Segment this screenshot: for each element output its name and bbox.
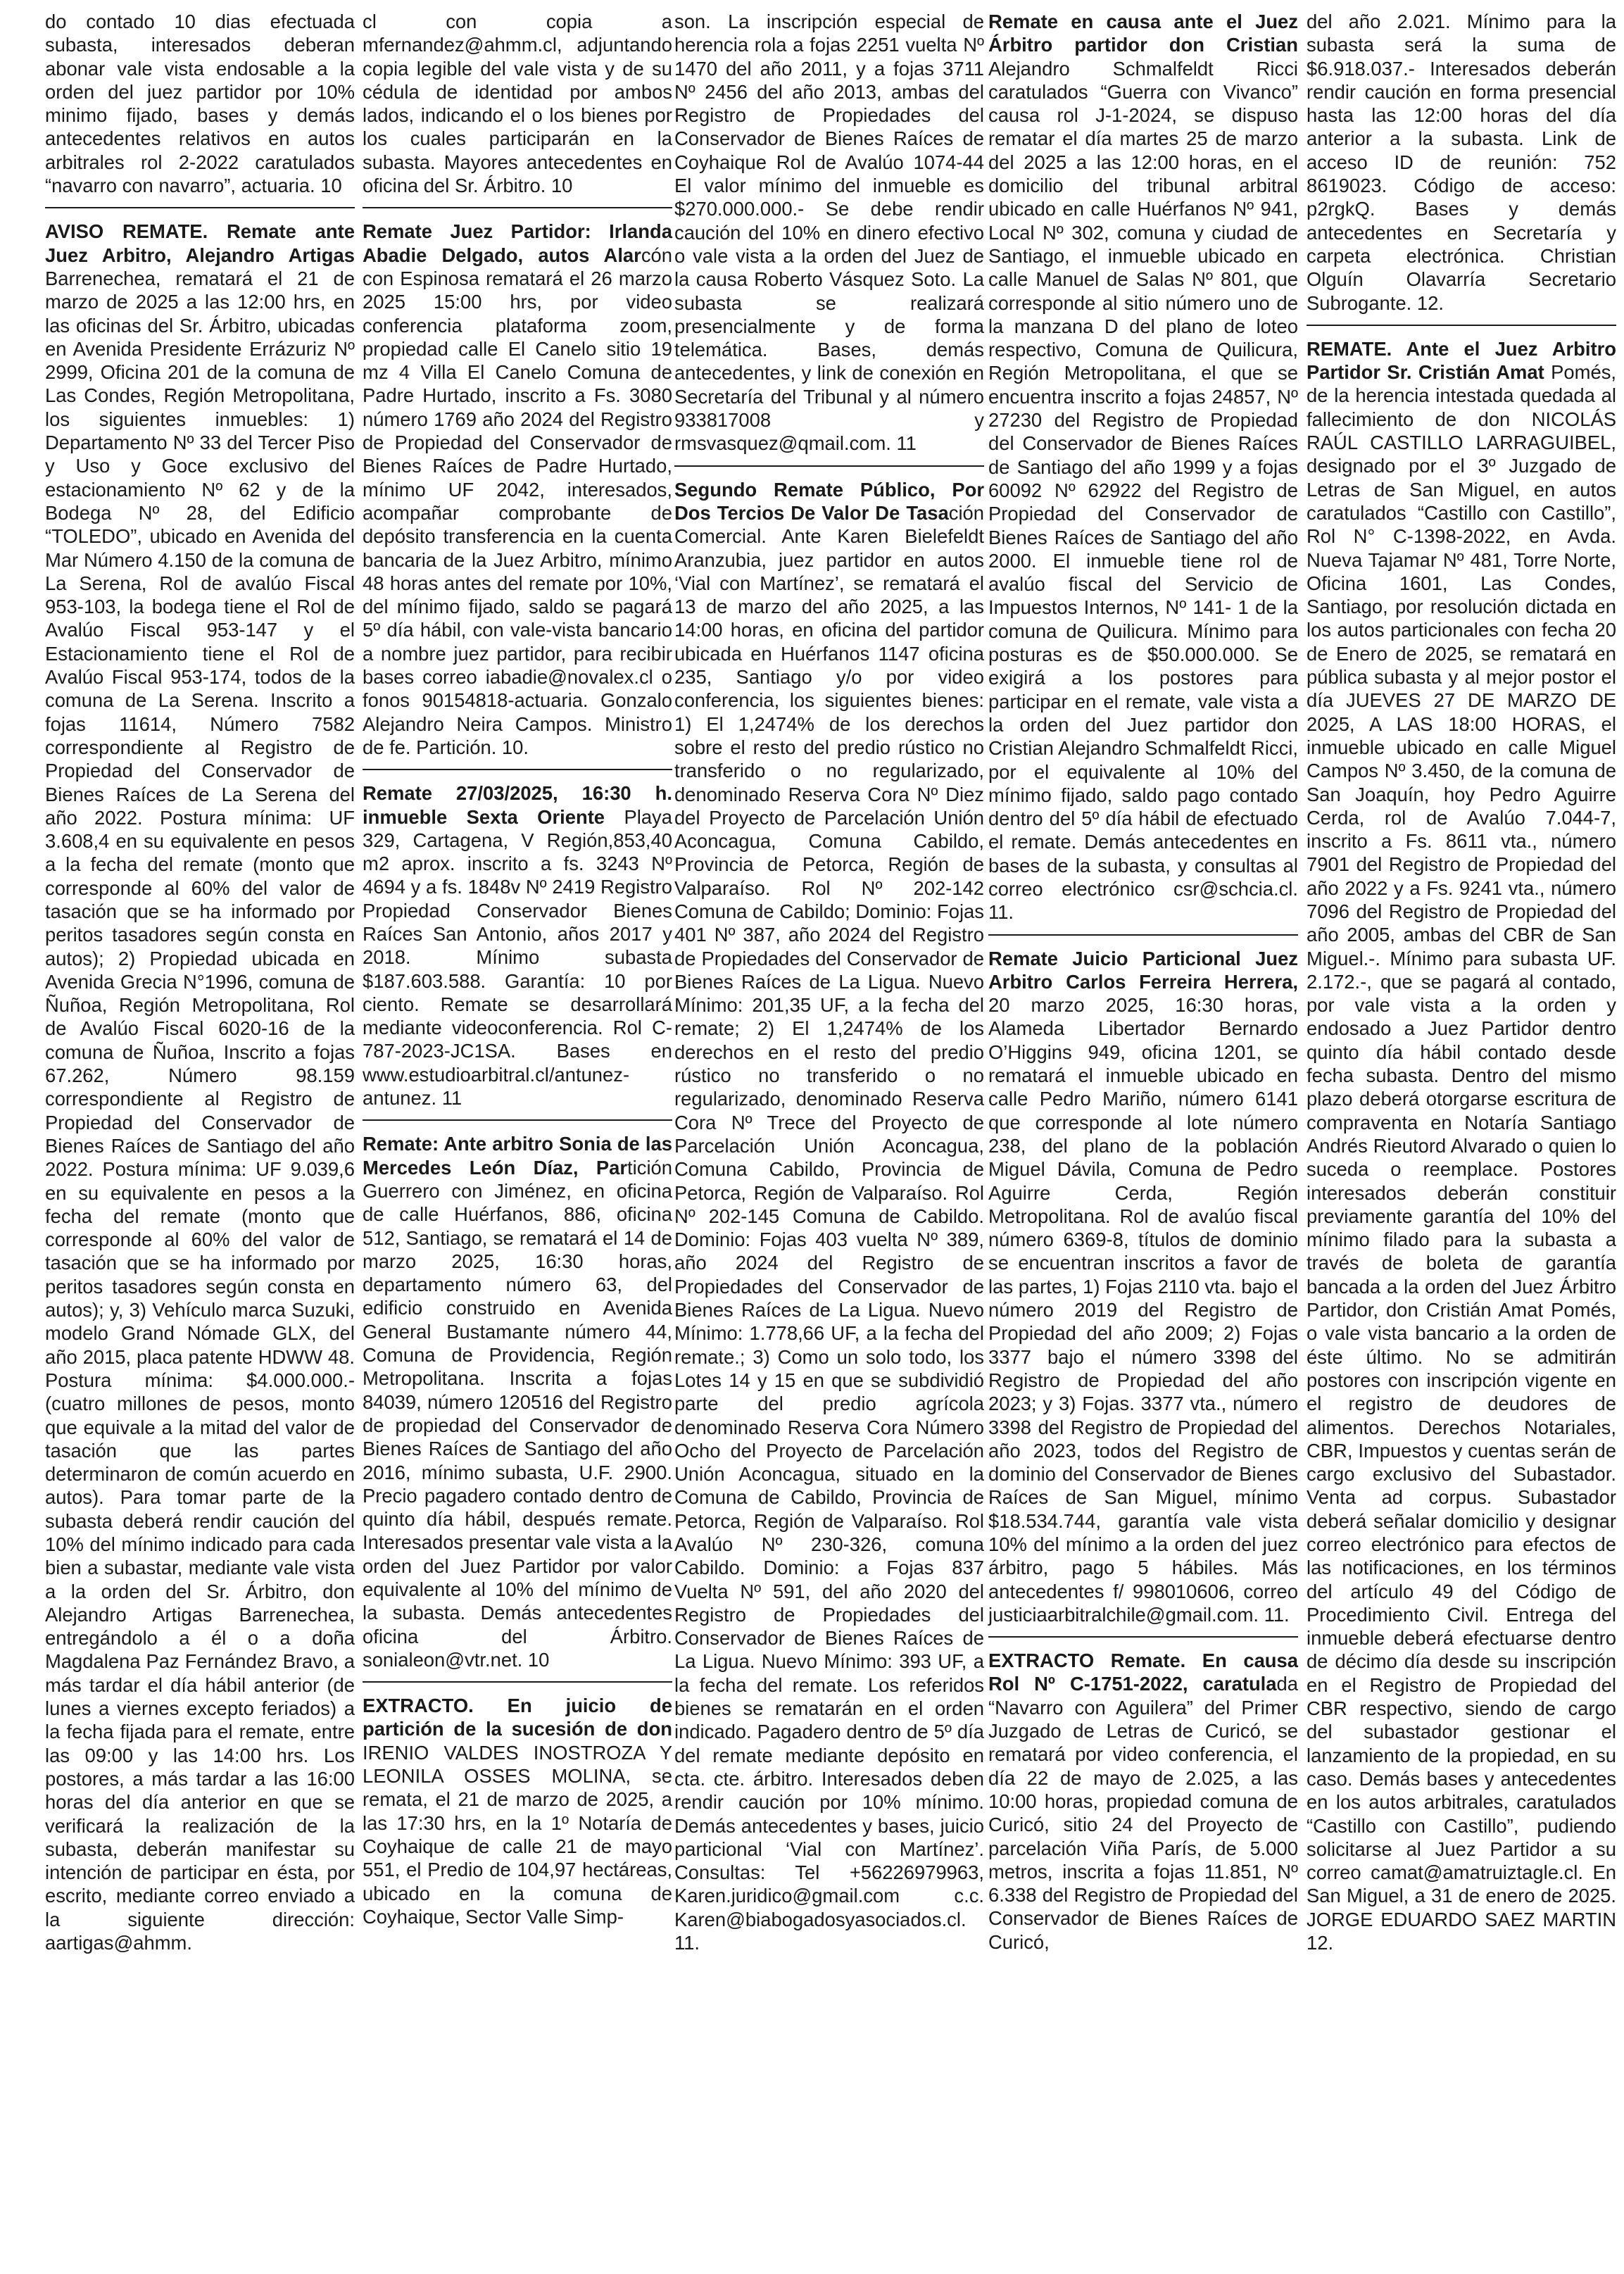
notice-heading: EXTRACTO Remate. En causa Rol Nº C-1751-2022, caratula [988,1650,1298,1695]
notice-body: Playa 329, Cartagena, V Región,853,40 m2 aprox. inscrito a fs. 3243 Nº 4694 y a fs. 1848v Nº 2419 Registro Propiedad Conservador Bienes Raíces San Antonio, años 2017 y 2018. Mínimo subasta $187.603.588. Garantía: 10 por ciento. Remate se desarrollará mediante videoconferencia. Rol C-787-2023-JC1SA. Bases en www.estudioarbitral.cl/antunez-antunez. 11 [363,805,672,1110]
notice [363,10,672,197]
notice-divider [363,769,672,770]
notice-divider [988,934,1298,936]
notice-heading: Remate: Ante arbitro Sonia de las Mercedes León Díaz, Par [363,1133,672,1179]
column-4 [988,10,1298,1954]
notice-heading: AVISO REMATE. Remate ante Juez Arbitro, Alejandro Artigas [45,220,355,266]
notice-body: da “Navarro con Aguilera” del Primer Juzgado de Letras de Curicó, se rematará por video conferencia, el día 22 de mayo de 2.025, a las 10:00 horas, propiedad comuna de Curicó, sitio 24 del Proyecto de parcelación Viña París, de 5.000 metros, inscrita a fojas 11.851, Nº 6.338 del Registro de Propiedad del Conservador de Bienes Raíces de Curicó, [988,1673,1298,1953]
notice-heading: Remate Juez Partidor: Irlanda Abadie Delgado, autos Alar [363,220,672,266]
notice [363,220,672,759]
notice [988,10,1298,924]
notice-divider [674,465,984,467]
notice-divider [988,1636,1298,1638]
notice [1307,10,1616,315]
notice-body: Alejandro Schmalfeldt Ricci caratulados “Guerra con Vivanco” causa rol J-1-2024, se dispuso rematar el día martes 25 de marzo del 2025 a las 12:00 horas, en el domicilio del tribunal arbitral ubicado en calle Huérfanos Nº 941, Local Nº 302, comuna y ciudad de Santiago, el inmueble ubicado en calle Manuel de Salas Nº 801, que corresponde al sitio número uno de la manzana D del plano de loteo respectivo, Comuna de Quilicura, Región Metropolitana, el que se encuentra inscrito a fojas 24857, Nº 27230 del Registro de Propiedad del Conservador de Bienes Raíces de Santiago del año 1999 y a fojas 60092 Nº 62922 del Registro de Propiedad del Conservador de Bienes Raíces de Santiago del año 2000. El inmueble tiene rol de avalúo fiscal del Servicio de Impuestos Internos, Nº 141- 1 de la comuna de Quilicura. Mínimo para posturas es de $50.000.000. Se exigirá a los postores para participar en el remate, vale vista a la orden del Juez partidor don Cristian Alejandro Schmalfeldt Ricci, por el equivalente al 10% del mínimo fijado, saldo pago contado dentro del 5º día hábil de efectuado el remate. Demás antecedentes en bases de la subasta, y consultas al correo electrónico csr@schcia.cl. 11. [988,57,1298,924]
notice-heading: Segundo Remate Público, Por Dos Tercios De Valor De Tasa [674,478,984,524]
notice-body: tición Guerrero con Jiménez, en oficina de calle Huérfanos, 886, oficina 512, Santiago, se rematará el 14 de marzo 2025, 16:30 horas, departamento número 63, del edificio construido en Avenida General Bustamante número 44, Comuna de Providencia, Región Metropolitana. Inscrita a fojas 84039, número 120516 del Registro de propiedad del Conservador de Bienes Raíces de Santiago del año 2016, mínimo subasta, U.F. 2900. Precio pagadero contado dentro de quinto día hábil, después remate. Interesados presentar vale vista a la orden del Juez Partidor por valor equivalente al 10% del mínimo de la subasta. Demás antecedentes oficina del Árbitro. sonialeon@vtr.net. 10 [363,1156,673,1671]
notice [363,1132,672,1671]
notice [1307,337,1616,1954]
notice-divider [363,1119,672,1121]
notice [674,478,984,1955]
notice-heading: REMATE. Ante el Juez Arbitro Partidor Sr. Cristián Amat [1307,337,1616,384]
notice-divider [363,1681,672,1683]
column-1 [45,10,355,1954]
column-3 [674,10,984,1954]
notice [363,1694,672,1928]
notice-heading: Remate en causa ante el Juez Árbitro partidor don Cristian [988,11,1298,56]
notice-body: cl con copia a mfernandez@ahmm.cl, adjuntando copia legible del vale vista y de su cédula de identidad por ambos lados, indicando el o los bienes por los cuales participarán en la subasta. Mayores antecedentes en oficina del Sr. Árbitro. 10 [363,11,672,197]
notice-body: del año 2.021. Mínimo para la subasta será la suma de $6.918.037.- Interesados deberán rendir caución en forma presencial hasta las 12:00 horas del día anterior a la subasta. Link de acceso ID de reunión: 752 8619023. Código de acceso: p2rgkQ. Bases y demás antecedentes en Secretaría y carpeta electrónica. Christian Olguín Olavarría Secretario Subrogante. 12. [1307,11,1616,314]
notice [674,10,984,456]
notice-divider [363,207,672,208]
notice-heading: Remate 27/03/2025, 16:30 h. inmueble Sexta Oriente [363,782,672,828]
notice-body: son. La inscripción especial de herencia rola a fojas 2251 vuelta Nº 1470 del año 2011, y a fojas 3711 Nº 2456 del año 2013, ambas del Registro de Propiedades del Conservador de Bienes Raíces de Coyhaique Rol de Avalúo 1074-44 El valor mínimo del inmueble es $270.000.000.- Se debe rendir caución del 10% en dinero efectivo o vale vista a la orden del Juez de la causa Roberto Vásquez Soto. La subasta se realizará presencialmente y de forma telemática. Bases, demás antecedentes, y link de conexión en Secretaría del Tribunal y al número 933817008 y rmsvasquez@qmail.com. 11 [674,11,984,455]
notice-body: do contado 10 dias efectuada subasta, interesados deberan abonar vale vista endosable a la orden del juez partidor por 10% minimo fijado, bases y demás antecedentes relativos en autos arbitrales rol 2-2022 caratulados “navarro con navarro”, actuaria. 10 [45,11,355,197]
notice-heading: EXTRACTO. En juicio de partición de la sucesión de don [363,1695,672,1740]
notice [45,220,355,1954]
notice-body: Pomés, de la herencia intestada quedada al fallecimiento de don NICOLÁS RAÚL CASTILLO LARRAGUIBEL, designado por el 3º Juzgado de Letras de San Miguel, en autos caratulados “Castillo con Castillo”, Rol N° C-1398-2022, en Avda. Nueva Tajamar Nº 481, Torre Norte, Oficina 1601, Las Condes, Santiago, por resolución dictada en los autos particionales con fecha 20 de Enero de 2025, se rematará en pública subasta y al mejor postor el día JUEVES 27 DE MARZO DE 2025, A LAS 18:00 HORAS, el inmueble ubicado en calle Miguel Campos Nº 3.450, de la comuna de San Joaquín, hoy Pedro Aguirre Cerda, rol de Avalúo 7.044-7, inscrito a Fs. 8611 vta., número 7901 del Registro de Propiedad del año 2022 y a Fs. 9241 vta., número 7096 del Registro de Propiedad del año 2005, ambas del CBR de San Miguel.-. Mínimo para subasta UF. 2.172.-, que se pagará al contado, por vale vista a la orden y endosado a Juez Partidor dentro quinto día hábil contado desde fecha subasta. Dentro del mismo plazo deberá otorgarse escritura de compraventa en Notaría Santiago Andrés Rieutord Alvarado o quien lo suceda o reemplace. Postores interesados deberán constituir previamente garantía del 10% del mínimo filado para la subasta a través de boleta de garantía bancada a la orden del Juez Árbitro Partidor, don Cristián Amat Pomés, o vale vista bancario a la orden de éste último. No se admitirán postores con inscripción vigente en el registro de deudores de alimentos. Derechos Notariales, CBR, Impuestos y cuentas serán de cargo exclusivo del Subastador. Venta ad corpus. Subastador deberá señalar domicilio y designar correo electrónico para efectos de las notificaciones, en los términos del artículo 49 del Código de Procedimiento Civil. Entrega del inmueble deberá efectuarse dentro de décimo día desde su inscripción en el Registro de Propiedad del CBR respectivo, siendo de cargo del subastador gestionar el lanzamiento de la propiedad, en su caso. Demás bases y antecedentes en los autos arbitrales, caratulados “Castillo con Castillo”, pudiendo solicitarse al Juez Partidor a su correo camat@amatruiztagle.cl. En San Miguel, a 31 de enero de 2025. JORGE EDUARDO SAEZ MARTIN 12. [1307,361,1617,1954]
notice [988,1649,1298,1954]
notice-body: 20 marzo 2025, 16:30 horas, Alameda Libertador Bernardo O’Higgins 949, oficina 1201, se rematará el inmueble ubicado en calle Pedro Mariño, número 6141 que corresponde al lote número 238, del plano de la población Miguel Dávila, Comuna de Pedro Aguirre Cerda, Región Metropolitana. Rol de avalúo fiscal número 6369-8, títulos de dominio se encuentran inscritos a favor de las partes, 1) Fojas 2110 vta. bajo el número 2019 del Registro de Propiedad del año 2009; 2) Fojas 3377 bajo el número 3398 del Registro de Propiedad del año 2023; y 3) Fojas. 3377 vta., número 3398 del Registro de Propiedad del año 2023, todos del Registro de dominio del Conservador de Bienes Raíces de San Miguel, mínimo $18.534.744, garantía vale vista 10% del mínimo a la orden del juez árbitro, pago 5 hábiles. Más antecedentes f/ 998010606, correo justiciaarbitralchile@gmail.com. 11. [988,994,1298,1626]
notice-divider [45,207,355,208]
notice [45,10,355,197]
notice-body: Barrenechea, rematará el 21 de marzo de 2025 a las 12:00 hrs, en las oficinas del Sr. Árbitro, ubicadas en Avenida Presidente Errázuriz Nº 2999, Oficina 201 de la comuna de Las Condes, Región Metropolitana, los siguientes inmuebles: 1) Departamento Nº 33 del Tercer Piso y Uso y Goce exclusivo del estacionamiento Nº 62 y de la Bodega Nº 28, del Edificio “TOLEDO”, ubicado en Avenida del Mar Número 4.150 de la comuna de La Serena, Rol de avalúo Fiscal 953-103, la bodega tiene el Rol de Avalúo Fiscal 953-147 y el Estacionamiento tiene el Rol de Avalúo Fiscal 953-174, todos de la comuna de La Serena. Inscrito a fojas 11614, Número 7582 correspondiente al Registro de Propiedad del Conservador de Bienes Raíces de La Serena del año 2022. Postura mínima: UF 3.608,4 en su equivalente en pesos a la fecha del remate (monto que corresponde al 60% del valor de tasación que se ha informado por peritos tasadores según consta en autos); 2) Propiedad ubicada en Avenida Grecia N°1996, comuna de Ñuñoa, Región Metropolitana, Rol de Avalúo Fiscal 6020-16 de la comuna de Ñuñoa, Inscrito a fojas 67.262, Número 98.159 correspondiente al Registro de Propiedad del Conservador de Bienes Raíces de Santiago del año 2022. Postura mínima: UF 9.039,6 en su equivalente en pesos a la fecha del remate (monto que corresponde al 60% del valor de tasación que se ha informado por peritos tasadores según consta en autos); y, 3) Vehículo marca Suzuki, modelo Grand Nómade GLX, del año 2015, placa patente HDWW 48. Postura mínima: $4.000.000.- (cuatro millones de pesos, monto que equivale a la mitad del valor de tasación que las partes determinaron de común acuerdo en autos). Para tomar parte de la subasta deberá rendir caución del 10% del mínimo indicado para cada bien a subastar, mediante vale vista a la orden del Sr. Árbitro, don Alejandro Artigas Barrenechea, entregándolo a él o a doña Magdalena Paz Fernández Bravo, a más tardar el día hábil anterior (de lunes a viernes excepto feriados) a la fecha fijada para el remate, entre las 09:00 y las 14:00 hrs. Los postores, a más tardar a las 16:00 horas del día anterior en que se verificará la realización de la subasta, deberán manifestar su intención de participar en ésta, por escrito, mediante correo enviado a la siguiente dirección: aartigas@ahmm. [45,267,355,1954]
column-2 [363,10,672,1928]
notice [988,947,1298,1627]
notice-heading: Remate Juicio Particional Juez Arbitro Carlos Ferreira Herrera, [988,947,1298,993]
notice-body: IRENIO VALDES INOSTROZA Y LEONILA OSSES MOLINA, se remata, el 21 de marzo de 2025, a las 17:30 hrs, en la 1º Notaría de Coyhaique de calle 21 de mayo 551, el Predio de 104,97 hectáreas, ubicado en la comuna de Coyhaique, Sector Valle Simp- [363,1741,672,1928]
column-5 [1307,10,1616,1954]
notice-divider [1307,325,1616,326]
notice [363,781,672,1110]
notice-body: ción Comercial. Ante Karen Bielefeldt Aranzubia, juez partidor en autos ‘Vial con Martínez’, se rematará el 13 de marzo del año 2025, a las 14:00 horas, en oficina del partidor ubicada en Huérfanos 1147 oficina 235, Santiago y/o por video conferencia, los siguientes bienes: 1) El 1,2474% de los derechos sobre el resto del predio rústico no transferido o no regularizado, denominado Reserva Cora Nº Diez del Proyecto de Parcelación Unión Aconcagua, Comuna Cabildo, Provincia de Petorca, Región de Valparaíso. Rol Nº 202-142 Comuna de Cabildo; Dominio: Fojas 401 Nº 387, año 2024 del Registro de Propiedades del Conservador de Bienes Raíces de La Ligua. Nuevo Mínimo: 201,35 UF, a la fecha del remate; 2) El 1,2474% de los derechos en el resto del predio rústico no transferido o no regularizado, denominado Reserva Cora Nº Trece del Proyecto de Parcelación Unión Aconcagua, Comuna Cabildo, Provincia de Petorca, Región de Valparaíso. Rol Nº 202-145 Comuna de Cabildo. Dominio: Fojas 403 vuelta Nº 389, año 2024 del Registro de Propiedades del Conservador de Bienes Raíces de La Ligua. Nuevo Mínimo: 1.778,66 UF, a la fecha del remate.; 3) Como un solo todo, los Lotes 14 y 15 en que se subdividió parte del predio agrícola denominado Reserva Cora Número Ocho del Proyecto de Parcelación Unión Aconcagua, situado en la Comuna de Cabildo, Provincia de Petorca, Región de Valparaíso. Rol Avalúo Nº 230-326, comuna Cabildo. Dominio: a Fojas 837 Vuelta Nº 591, del año 2020 del Registro de Propiedades del Conservador de Bienes Raíces de La Ligua. Nuevo Mínimo: 393 UF, a la fecha del remate. Los referidos bienes se rematarán en el orden indicado. Pagadero dentro de 5º día del remate mediante depósito en cta. cte. árbitro. Interesados deben rendir caución por 10% mínimo. Demás antecedentes y bases, juicio particional ‘Vial con Martínez’. Consultas: Tel +56226979963, Karen.juridico@gmail.com c.c. Karen@biabogadosyasociados.cl. 11. [674,501,984,1954]
notice-body: cón con Espinosa rematará el 26 marzo 2025 15:00 hrs, por video conferencia plataforma zoom, propiedad calle El Canelo sitio 19 mz 4 Villa El Canelo Comuna de Padre Hurtado, inscrito a Fs. 3080 número 1769 año 2024 del Registro de Propiedad del Conservador de Bienes Raíces de Padre Hurtado, mínimo UF 2042, interesados, acompañar comprobante de depósito transferencia en la cuenta bancaria de la Juez Arbitro, mínimo 48 horas antes del remate por 10%, del mínimo fijado, saldo se pagará 5º día hábil, con vale-vista bancario a nombre juez partidor, para recibir bases correo iabadie@novalex.cl o fonos 90154818-actuaria. Gonzalo Alejandro Neira Campos. Ministro de fe. Partición. 10. [363,244,672,758]
